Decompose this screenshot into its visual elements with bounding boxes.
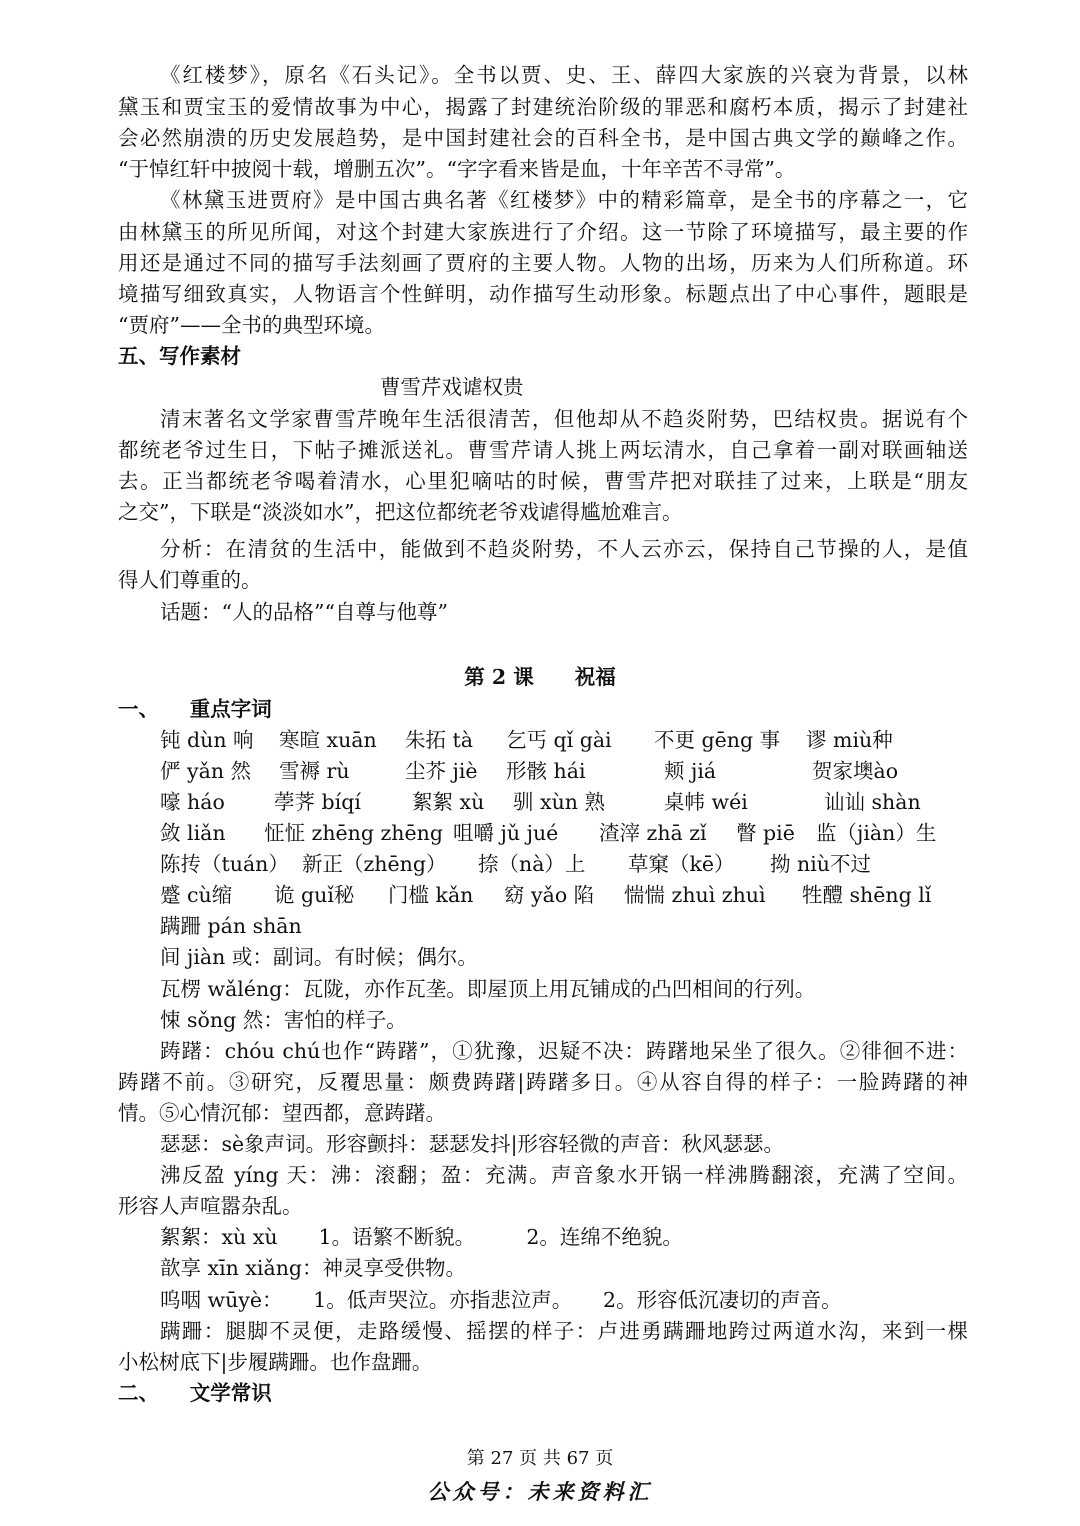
vocab-row xyxy=(160,849,980,880)
vocab-item: 渣滓 zhā zǐ xyxy=(599,821,707,845)
vocab-item: 不更 gēng 事 xyxy=(654,728,781,752)
vocab-item: 驯 xùn 熟 xyxy=(513,790,605,814)
story-title: 曹雪芹戏谑权贵 xyxy=(380,375,524,399)
vocab-item: 诡 guǐ秘 xyxy=(274,883,355,907)
topic-line: 话题：“人的品格”“自尊与他尊” xyxy=(160,600,448,624)
definition-line: 情。⑤心情沉郁：望西都，意踌躇。 xyxy=(118,1101,446,1125)
vocab-item: 俨 yǎn 然 xyxy=(160,759,252,783)
vocab-item: 蹙 cù缩 xyxy=(160,883,233,907)
paragraph-line: 黛玉和贾宝玉的爱情故事为中心，揭露了封建统治阶级的罪恶和腐朽本质，揭示了封建社 xyxy=(118,95,968,119)
vocab-item: 讪讪 shàn xyxy=(824,790,921,814)
vocab-item: 草窠（kē） xyxy=(628,852,735,876)
paragraph-line: “贾府”——全书的典型环境。 xyxy=(118,313,385,337)
vocab-item: 颊 jiá xyxy=(664,759,717,783)
paragraph-line: 《红楼梦》，原名《石头记》。全书以贾、史、王、薛四大家族的兴衰为背景，以林 xyxy=(160,63,968,87)
story-line: 都统老爷过生日，下帖子摊派送礼。曹雪芹请人挑上两坛清水，自己拿着一副对联画轴送 xyxy=(118,438,968,462)
vocab-row xyxy=(160,787,980,818)
vocab-item: 钝 dùn 响 xyxy=(160,728,254,752)
vocab-item: 乞丐 qǐ gài xyxy=(506,728,612,752)
story-line: 去。正当都统老爷喝着清水，心里犯嘀咕的时候，曹雪芹把对联挂了过来，上联是“朋友 xyxy=(118,469,968,493)
story-line: 之交”，下联是“淡淡如水”，把这位都统老爷戏谑得尴尬难言。 xyxy=(118,500,683,524)
vocab-item: 尘芥 jiè xyxy=(405,759,478,783)
definition-line: 呜咽 wūyè： 1。低声哭泣。亦指悲泣声。 2。形容低沉凄切的声音。 xyxy=(160,1288,842,1312)
brand-watermark: 公众号：未来资料汇 xyxy=(427,1479,653,1504)
definition-line: 瓦楞 wǎléng：瓦陇，亦作瓦垄。即屋顶上用瓦铺成的凸凹相间的行列。 xyxy=(160,977,816,1001)
section-heading: 一、 重点字词 xyxy=(118,697,272,721)
vocab-item: 新正（zhēng） xyxy=(302,852,447,876)
vocab-item: 瞥 piē xyxy=(736,821,795,845)
vocab-item: 形骸 hái xyxy=(506,759,586,783)
vocab-item: 怔怔 zhēng zhēng xyxy=(264,821,443,845)
vocab-item: 监（jiàn）生 xyxy=(816,821,937,845)
paragraph-line: 由林黛玉的所见所闻，对这个封建大家族进行了介绍。这一节除了环境描写，最主要的作 xyxy=(118,220,968,244)
vocab-row xyxy=(160,818,980,849)
vocab-item: 絮絮 xù xyxy=(412,790,485,814)
lesson-title: 第 2 课 祝福 xyxy=(464,665,616,689)
vocab-item: 蹒跚 pán shān xyxy=(160,914,302,938)
vocab-row xyxy=(160,911,980,942)
vocab-item: 朱拓 tà xyxy=(405,728,473,752)
vocab-item: 寒暄 xuān xyxy=(279,728,377,752)
vocab-item: 牲醴 shēng lǐ xyxy=(802,883,932,907)
definition-line: 蹒跚：腿脚不灵便，走路缓慢、摇摆的样子：卢进勇蹒跚地跨过两道水沟，来到一棵 xyxy=(160,1319,968,1343)
definition-line: 踌躇：chóu chú也作“踌躇”，①犹豫，迟疑不决：踌躇地呆坐了很久。②徘徊不进： xyxy=(160,1039,968,1063)
story-line: 清末著名文学家曹雪芹晚年生活很清苦，但他却从不趋炎附势，巴结权贵。据说有个 xyxy=(160,407,968,431)
paragraph-line: 会必然崩溃的历史发展趋势，是中国封建社会的百科全书，是中国古典文学的巅峰之作。 xyxy=(118,126,968,150)
definition-line: 间 jiàn 或：副词。有时候；偶尔。 xyxy=(160,945,478,969)
section-heading: 五、写作素材 xyxy=(118,344,241,368)
definition-line: 悚 sǒng 然：害怕的样子。 xyxy=(160,1008,407,1032)
vocab-item: 陈抟（tuán） xyxy=(160,852,289,876)
analysis-line: 得人们尊重的。 xyxy=(118,568,262,592)
definition-line: 絮絮：xù xù 1。语繁不断貌。 2。连绵不绝貌。 xyxy=(160,1225,683,1249)
definition-line: 瑟瑟：sè象声词。形容颤抖：瑟瑟发抖|形容轻微的声音：秋风瑟瑟。 xyxy=(160,1132,785,1156)
vocab-row xyxy=(160,756,980,787)
paragraph-line: 《林黛玉进贾府》是中国古典名著《红楼梦》中的精彩篇章，是全书的序幕之一，它 xyxy=(160,188,968,212)
page-number: 第 27 页 共 67 页 xyxy=(466,1448,614,1469)
vocab-item: 桌帏 wéi xyxy=(664,790,748,814)
definition-line: 沸反盈 yíng 天：沸：滚翻；盈：充满。声音象水开锅一样沸腾翻滚，充满了空间。 xyxy=(160,1163,968,1187)
vocab-item: 敛 liǎn xyxy=(160,821,226,845)
vocab-item: 嚎 háo xyxy=(160,790,225,814)
paragraph-line: 用还是通过不同的描写手法刻画了贾府的主要人物。人物的出场，历来为人们所称道。环 xyxy=(118,251,968,275)
vocab-item: 捺（nà）上 xyxy=(478,852,586,876)
definition-line: 歆享 xīn xiǎng：神灵享受供物。 xyxy=(160,1256,467,1280)
vocab-item: 贺家墺ào xyxy=(812,759,899,783)
vocab-item: 荸荠 bíqí xyxy=(274,790,361,814)
vocab-item: 窈 yǎo 陷 xyxy=(504,883,595,907)
vocab-item: 雪褥 rù xyxy=(279,759,350,783)
definition-line: 形容人声喧嚣杂乱。 xyxy=(118,1194,303,1218)
vocab-item: 惴惴 zhuì zhuì xyxy=(624,883,766,907)
paragraph-line: 境描写细致真实，人物语言个性鲜明，动作描写生动形象。标题点出了中心事件，题眼是 xyxy=(118,282,968,306)
definition-line: 踌躇不前。③研究，反覆思量：颇费踌躇|踌躇多日。④从容自得的样子：一脸踌躇的神 xyxy=(118,1070,968,1094)
definition-line: 小松树底下|步履蹒跚。也作盘跚。 xyxy=(118,1350,433,1374)
vocab-item: 拗 niù不过 xyxy=(770,852,871,876)
vocab-row xyxy=(160,725,980,756)
section-heading: 二、 文学常识 xyxy=(118,1381,272,1405)
vocab-item: 咀嚼 jǔ jué xyxy=(453,821,559,845)
vocab-row xyxy=(160,880,980,911)
analysis-line: 分析：在清贫的生活中，能做到不趋炎附势，不人云亦云，保持自己节操的人，是值 xyxy=(160,537,968,561)
paragraph-line: “于悼红轩中披阅十载，增删五次”。“字字看来皆是血，十年辛苦不寻常”。 xyxy=(118,157,796,181)
vocab-item: 门槛 kǎn xyxy=(388,883,474,907)
vocab-item: 谬 miù种 xyxy=(806,728,893,752)
